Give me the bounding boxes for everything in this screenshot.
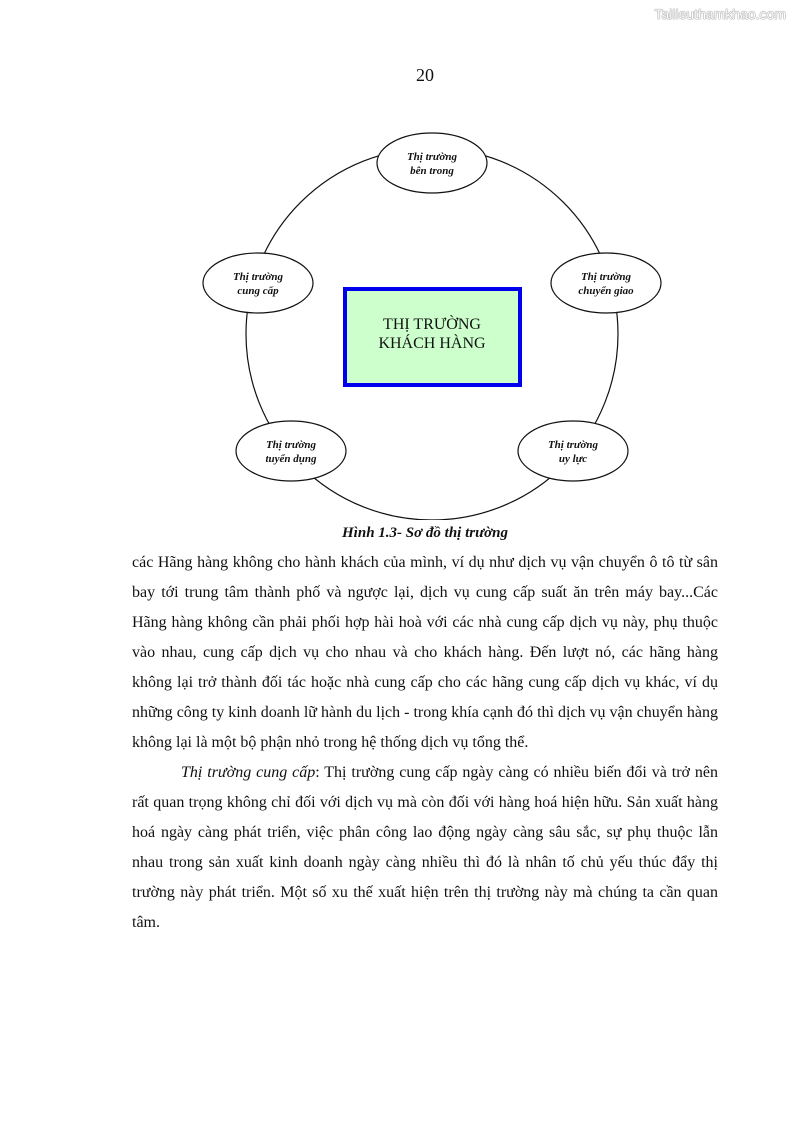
paragraph-1: các Hãng hàng không cho hành khách của mình, ví dụ như dịch vụ vận chuyển ô tô từ sân bay tới trung tâm thành phố và ngược lại, dịch vụ cung cấp suất ăn trên máy bay...Các Hãng hàng không cần phải phối hợp hài hoà với các nhà cung cấp dịch vụ này, phụ thuộc vào nhau, cung cấp dịch vụ cho nhau và cho khách hàng. Đến lượt nó, các hãng hàng không lại trở thành đối tác hoặc nhà cung cấp cho các hãng cung cấp dịch vụ khác, ví dụ những công ty kinh doanh lữ hành du lịch - trong khía cạnh đó thì dịch vụ vận chuyển hàng không lại là một bộ phận nhỏ trong hệ thống dịch vụ tổng thể. — [132, 554, 718, 751]
node-supply-line2: cung cấp — [237, 285, 279, 297]
node-transfer-line1: Thị trường — [580, 271, 632, 283]
node-recruitment-line2: tuyển dụng — [265, 453, 317, 465]
node-influence-line2: uy lực — [558, 453, 588, 465]
node-influence-line1: Thị trường — [547, 439, 599, 451]
center-label-line2: KHÁCH HÀNG — [378, 335, 486, 352]
watermark: Tailieuthamkhao.com — [654, 6, 786, 22]
node-recruitment-market — [236, 421, 346, 481]
node-supply-line1: Thị trường — [232, 271, 284, 283]
node-supply-market — [203, 253, 313, 313]
node-transfer-line2: chuyển giao — [578, 285, 634, 297]
center-label-line1: THỊ TRƯỜNG — [383, 316, 481, 333]
market-diagram — [0, 0, 794, 520]
page-number: 20 — [416, 65, 434, 85]
node-internal-line2: bên trong — [410, 165, 454, 177]
figure-caption: Hình 1.3- Sơ đồ thị trường — [342, 525, 508, 541]
node-internal-market — [377, 133, 487, 193]
paragraph-2-text: : Thị trường cung cấp ngày càng có nhiều biến đổi và trở nên rất quan trọng không chỉ đối với dịch vụ mà còn đối với hàng hoá hiện hữu. Sản xuất hàng hoá ngày càng phát triển, việc phân công lao động ngày càng sâu sắc, sự phụ thuộc lẫn nhau trong sản xuất kinh doanh ngày càng nhiều thì đó là nhân tố chủ yếu thúc đẩy thị trường này phát triển. Một số xu thế xuất hiện trên thị trường này mà chúng ta cần quan tâm. — [132, 764, 719, 931]
paragraph-2 — [132, 758, 718, 938]
supply-market-term: Thị trường cung cấp — [181, 764, 316, 781]
node-transfer-market — [551, 253, 661, 313]
node-influence-market — [518, 421, 628, 481]
node-recruitment-line1: Thị trường — [265, 439, 317, 451]
body-text — [132, 548, 718, 938]
node-internal-line1: Thị trường — [406, 151, 458, 163]
